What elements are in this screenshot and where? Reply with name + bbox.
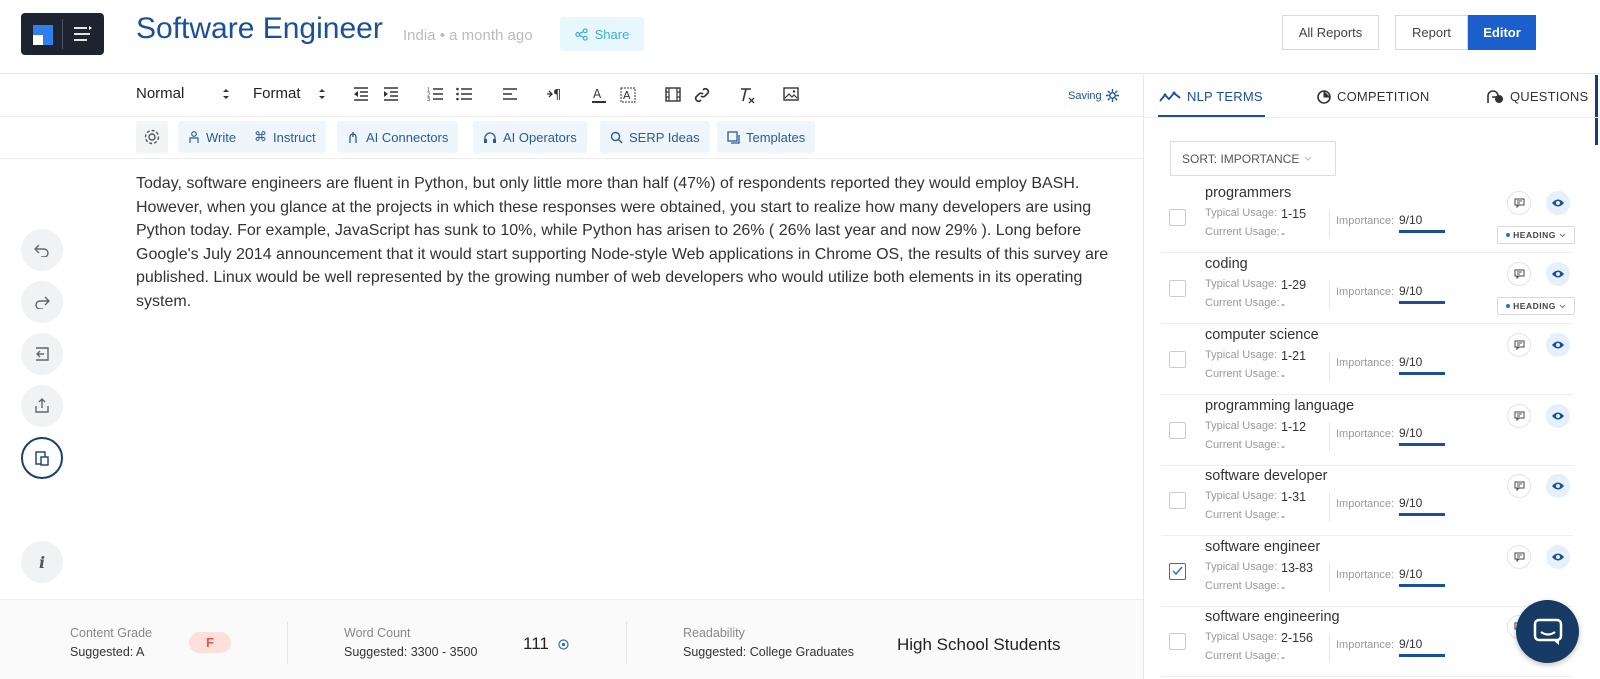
typical-usage-value: 1-21: [1281, 349, 1307, 363]
info-button[interactable]: [21, 541, 63, 583]
comment-button[interactable]: [1507, 333, 1531, 357]
comment-icon: [1514, 269, 1525, 279]
updown-icon: [318, 87, 326, 101]
typical-usage-value: 13-83: [1281, 561, 1313, 575]
share-icon: [575, 28, 588, 41]
divider: [1144, 117, 1600, 118]
view-button[interactable]: [1546, 404, 1570, 428]
heading-tag[interactable]: [1497, 297, 1575, 315]
meta-dot: •: [439, 27, 445, 44]
comment-icon: [1514, 340, 1525, 350]
headset-icon: [483, 131, 497, 144]
svg-text:2: 2: [427, 92, 431, 99]
editor-button[interactable]: Editor: [1468, 15, 1536, 50]
view-button[interactable]: [1546, 191, 1570, 215]
chat-question-icon: [1487, 90, 1504, 104]
readability-suggested: Suggested: College Graduates: [683, 645, 854, 659]
style-select[interactable]: [136, 85, 184, 102]
svg-text:A: A: [593, 87, 602, 101]
readability-label: Readability: [683, 626, 745, 640]
current-usage-value: -: [1281, 580, 1285, 594]
importance-label: Importance:: [1336, 639, 1395, 651]
current-usage-label: Current Usage:: [1205, 439, 1280, 451]
importance-value: 9/10: [1399, 426, 1423, 440]
person-write-icon: [188, 131, 200, 144]
term-name: software developer: [1205, 468, 1328, 484]
term-name: programmers: [1205, 185, 1292, 201]
sync-gear-icon: [1106, 89, 1119, 102]
tab-questions[interactable]: [1487, 89, 1588, 104]
importance-bar: [1399, 584, 1445, 587]
redo-button[interactable]: [21, 281, 63, 323]
bullet-list-icon[interactable]: [456, 87, 472, 101]
eye-icon: [1551, 481, 1565, 491]
formatting-toolbar: [0, 75, 1143, 117]
command-icon: ⌘: [254, 129, 267, 144]
eye-icon: [1551, 269, 1565, 279]
eye-icon: [1551, 552, 1565, 562]
importance-label: Importance:: [1336, 357, 1395, 369]
updown-icon: [222, 87, 230, 101]
export-button[interactable]: [21, 385, 63, 427]
text-direction-icon[interactable]: [546, 87, 562, 101]
importance-bar: [1399, 443, 1445, 446]
importance-value: 9/10: [1399, 213, 1423, 227]
chevron-down-icon: [1559, 233, 1566, 238]
typical-usage-value: 1-15: [1281, 207, 1307, 221]
content-stats-bar: [0, 599, 1143, 679]
nlp-term-row: [1161, 182, 1573, 253]
importance-bar: [1399, 372, 1445, 375]
comment-icon: [1514, 552, 1525, 562]
term-checkbox[interactable]: [1169, 492, 1186, 509]
importance-value: 9/10: [1399, 496, 1423, 510]
template-icon: [727, 131, 740, 144]
term-name: coding: [1205, 256, 1248, 272]
serp-ideas-label: SERP Ideas: [629, 129, 700, 145]
instruct-label: Instruct: [273, 129, 316, 145]
tab-label: NLP TERMS: [1187, 89, 1263, 104]
divider: [1329, 564, 1330, 592]
indent-icon[interactable]: [383, 87, 399, 101]
import-icon: [34, 346, 50, 362]
view-button[interactable]: [1546, 474, 1570, 498]
chat-launcher-button[interactable]: [1516, 600, 1579, 663]
divider: [626, 622, 627, 664]
typical-usage-value: 2-156: [1281, 631, 1313, 645]
logo-icon-cutout: [33, 35, 43, 45]
redo-icon: [34, 295, 50, 309]
settings-button[interactable]: [136, 121, 168, 153]
current-usage-value: -: [1281, 368, 1285, 382]
word-count-value: 111: [523, 634, 549, 653]
nlp-term-row: [1161, 606, 1573, 677]
comment-button[interactable]: [1507, 474, 1531, 498]
share-label: Share: [594, 26, 630, 42]
content-grade-label: Content Grade: [70, 626, 152, 640]
comment-icon: [1514, 411, 1525, 421]
current-usage-label: Current Usage:: [1205, 226, 1280, 238]
current-usage-value: -: [1281, 226, 1285, 240]
term-checkbox[interactable]: [1169, 351, 1186, 368]
report-meta: [403, 27, 533, 44]
page-title: Software Engineer: [136, 12, 383, 45]
comment-button[interactable]: [1507, 191, 1531, 215]
content-grade-badge: F: [189, 632, 231, 653]
pie-chart-icon: [1317, 90, 1331, 104]
sort-dropdown[interactable]: [1170, 141, 1336, 176]
nlp-term-row: [1161, 324, 1573, 395]
typical-usage-label: Typical Usage:: [1205, 420, 1278, 432]
typical-usage-value: 1-12: [1281, 420, 1307, 434]
current-usage-value: -: [1281, 297, 1285, 311]
comment-icon: [1514, 481, 1525, 491]
export-icon: [34, 398, 50, 414]
typical-usage-label: Typical Usage:: [1205, 561, 1278, 573]
current-usage-label: Current Usage:: [1205, 509, 1280, 521]
divider: [287, 622, 288, 664]
connector-icon: [347, 131, 360, 144]
term-checkbox[interactable]: [1169, 209, 1186, 226]
current-usage-label: Current Usage:: [1205, 580, 1280, 592]
typical-usage-label: Typical Usage:: [1205, 207, 1278, 219]
current-usage-value: -: [1281, 650, 1285, 664]
divider: [62, 19, 63, 49]
comment-button[interactable]: [1507, 262, 1531, 286]
tab-nlp-terms[interactable]: [1159, 89, 1263, 104]
ai-connectors-label: AI Connectors: [366, 129, 449, 145]
saving-status: [1068, 89, 1119, 102]
comment-button[interactable]: [1507, 404, 1531, 428]
templates-button[interactable]: [717, 121, 815, 153]
chevron-down-icon: [1559, 304, 1566, 309]
report-button[interactable]: Report: [1395, 15, 1468, 50]
view-button[interactable]: [1546, 262, 1570, 286]
current-usage-value: -: [1281, 439, 1285, 453]
typical-usage-label: Typical Usage:: [1205, 631, 1278, 643]
panel-scrollbar[interactable]: [1595, 75, 1598, 145]
divider: [1329, 210, 1330, 238]
ordered-list-icon[interactable]: [427, 87, 443, 101]
word-count-label: Word Count: [344, 626, 411, 640]
nlp-term-row: [1161, 536, 1573, 607]
importance-label: Importance:: [1336, 428, 1395, 440]
check-icon: [1170, 564, 1184, 578]
nlp-term-row: [1161, 253, 1573, 324]
importance-value: 9/10: [1399, 567, 1423, 581]
ai-connectors-button[interactable]: [337, 121, 458, 153]
sort-label: SORT: IMPORTANCE: [1182, 151, 1300, 166]
typical-usage-label: Typical Usage:: [1205, 490, 1278, 502]
importance-bar: [1399, 654, 1445, 657]
divider: [1329, 281, 1330, 309]
importance-value: 9/10: [1399, 355, 1423, 369]
term-checkbox[interactable]: [1169, 422, 1186, 439]
term-name: software engineer: [1205, 539, 1321, 555]
importance-label: Importance:: [1336, 498, 1395, 510]
eye-icon: [1551, 198, 1565, 208]
importance-label: Importance:: [1336, 286, 1395, 298]
eye-icon: [1551, 340, 1565, 350]
current-usage-label: Current Usage:: [1205, 368, 1280, 380]
write-label: Write: [206, 129, 237, 145]
importance-bar: [1399, 230, 1445, 233]
term-name: computer science: [1205, 327, 1319, 343]
current-usage-label: Current Usage:: [1205, 297, 1280, 309]
svg-text:1: 1: [427, 87, 431, 94]
divider: [1329, 423, 1330, 451]
style-select-value: Normal: [136, 85, 185, 102]
divider: [1329, 493, 1330, 521]
app-menu-button[interactable]: [21, 13, 104, 55]
view-button[interactable]: [1546, 545, 1570, 569]
top-header: [0, 0, 1600, 74]
search-icon: [610, 131, 623, 144]
menu-icon: [73, 25, 93, 43]
time-text: a month ago: [449, 27, 533, 44]
editor-content[interactable]: Today, software engineers are fluent in Python, but only little more than half (47%) of respondents reported they would employ BASH. However, when you glance at the projects in which these responses were obtained, you start to realize how many developers are using Python today. For example, JavaScript has sunk to 10%, while Python has arisen to 26% ( 26% last year and now 29% ). Long before Google's July 2014 announcement that it would start supporting Node-style Web applications in Chrome OS, the results of this survey are published. Linux would be well represented by the growing number of web developers who would utilize both elements in its operating system.: [136, 175, 1109, 310]
instruct-button[interactable]: [244, 121, 326, 153]
svg-text:¶: ¶: [553, 88, 562, 101]
importance-bar: [1399, 301, 1445, 304]
divider: [1329, 634, 1330, 662]
svg-text:A: A: [623, 89, 631, 102]
nlp-term-row: [1161, 465, 1573, 536]
heading-tag-label: HEADING: [1513, 301, 1556, 311]
typical-usage-label: Typical Usage:: [1205, 278, 1278, 290]
current-usage-value: -: [1281, 509, 1285, 523]
heading-tag-label: HEADING: [1513, 230, 1556, 240]
format-select-value: Format: [253, 85, 301, 102]
term-name: software engineering: [1205, 609, 1340, 625]
nlp-term-row: [1161, 395, 1573, 466]
importance-bar: [1399, 513, 1445, 516]
ai-operators-button[interactable]: [473, 121, 587, 153]
readability-value: High School Students: [897, 635, 1061, 654]
outdent-icon[interactable]: [353, 87, 369, 101]
dot-icon: [1506, 304, 1510, 308]
gear-icon: [143, 128, 161, 146]
chat-icon: [1533, 618, 1563, 646]
share-button[interactable]: [560, 17, 644, 51]
location-text: India: [403, 27, 436, 44]
term-checkbox[interactable]: [1169, 633, 1186, 650]
importance-value: 9/10: [1399, 637, 1423, 651]
target-icon[interactable]: [558, 639, 569, 650]
tab-label: QUESTIONS: [1510, 89, 1589, 104]
trend-line-icon: [1159, 91, 1181, 103]
optimization-panel: [1143, 75, 1600, 679]
clipboard-icon: [34, 450, 50, 466]
view-button[interactable]: [1546, 333, 1570, 357]
tab-competition[interactable]: [1317, 89, 1429, 104]
typical-usage-label: Typical Usage:: [1205, 349, 1278, 361]
importance-value: 9/10: [1399, 284, 1423, 298]
dot-icon: [1506, 233, 1510, 237]
undo-button[interactable]: [21, 229, 63, 271]
ai-toolbar: [0, 117, 1143, 159]
heading-tag[interactable]: [1497, 226, 1575, 244]
format-select[interactable]: [253, 85, 301, 102]
info-icon: i: [38, 552, 46, 572]
word-count-suggested: Suggested: 3300 - 3500: [344, 645, 478, 659]
image-icon[interactable]: [783, 87, 799, 101]
all-reports-button[interactable]: All Reports: [1282, 15, 1379, 50]
content-grade-suggested: Suggested: A: [70, 645, 145, 659]
link-icon[interactable]: [694, 87, 710, 103]
video-icon[interactable]: [665, 87, 681, 102]
typical-usage-value: 1-31: [1281, 490, 1307, 504]
svg-text:3: 3: [427, 97, 431, 101]
comment-button[interactable]: [1507, 545, 1531, 569]
importance-label: Importance:: [1336, 215, 1395, 227]
undo-icon: [34, 243, 50, 257]
text-color-icon[interactable]: [591, 87, 607, 103]
term-checkbox[interactable]: [1169, 280, 1186, 297]
current-usage-label: Current Usage:: [1205, 650, 1280, 662]
eye-icon: [1551, 411, 1565, 421]
ai-operators-label: AI Operators: [503, 129, 577, 145]
term-name: programming language: [1205, 398, 1355, 414]
typical-usage-value: 1-29: [1281, 278, 1307, 292]
tab-label: COMPETITION: [1337, 89, 1430, 104]
divider: [1329, 352, 1330, 380]
saving-label: Saving: [1068, 89, 1102, 102]
templates-label: Templates: [746, 129, 806, 145]
clipboard-button[interactable]: [21, 437, 63, 479]
term-checkbox[interactable]: [1169, 563, 1186, 580]
highlight-icon[interactable]: [620, 87, 636, 103]
align-icon[interactable]: [502, 87, 518, 101]
comment-icon: [1514, 198, 1525, 208]
serp-ideas-button[interactable]: [600, 121, 710, 153]
chevron-down-icon: [1304, 156, 1312, 162]
clear-format-icon[interactable]: [739, 87, 756, 104]
import-button[interactable]: [21, 333, 63, 375]
importance-label: Importance:: [1336, 569, 1395, 581]
